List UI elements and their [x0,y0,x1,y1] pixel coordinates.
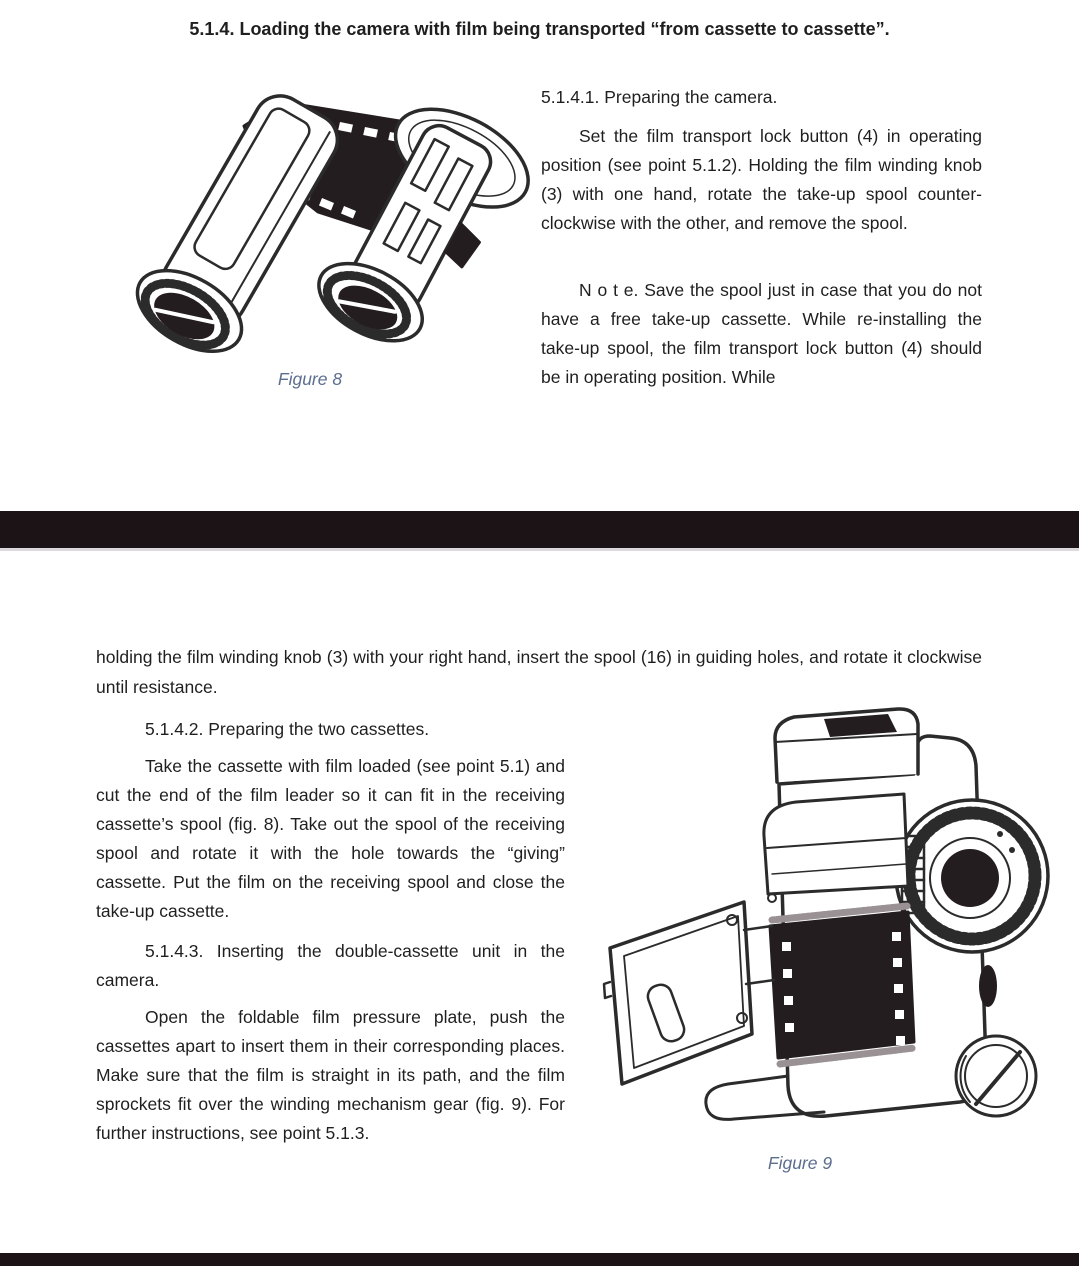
figure-9-caption: Figure 9 [767,1153,833,1173]
bottom-page-separator [0,1253,1079,1266]
film-cassette-and-spool-drawing [82,80,538,362]
figure-8-caption: Figure 8 [277,369,343,389]
section-heading-5143: 5.1.4.3. Inserting the double-cassette unit in the camera. [96,941,565,990]
page-separator-edge [0,548,1079,551]
paragraph-continuation: holding the film winding knob (3) with your right hand, insert the spool (16) in guiding holes, and rotate it clockwise until resistance. [96,647,982,697]
section-heading-5141: 5.1.4.1. Preparing the camera. [541,87,778,107]
paragraph-inserting-unit: Open the foldable film pressure plate, push the cassettes apart to insert them in their corresponding places. Make sure that the film is straight in its path, and the film sprockets fit over the winding mechanism gear (fig. 9). For further instructions, see point 5.1.3. [96,1007,565,1143]
figure-8-illustration [82,80,538,362]
page-separator-bar [0,511,1079,548]
figure-9-illustration [572,686,1064,1146]
camera-open-back-drawing [572,686,1064,1146]
paragraph-note: N o t e. Save the spool just in case that you do not have a free take-up cassette. While re-installing the take-up spool, the film transport lock button (4) should be in operating position. While [541,280,982,387]
page-title: 5.1.4. Loading the camera with film being transported “from cassette to cassette”. [189,19,890,40]
paragraph-preparing-cassettes: Take the cassette with film loaded (see point 5.1) and cut the end of the film leader so it can fit in the receiving cassette’s spool (fig. 8). Take out the spool of the receiving spool and rotate it with the hole towards the “giving” cassette. Put the film on the receiving spool and close the take-up cassette. [96,756,565,921]
section-heading-5142: 5.1.4.2. Preparing the two cassettes. [145,719,430,739]
paragraph-preparing-camera: Set the film transport lock button (4) in operating position (see point 5.1.2). Holding the film winding knob (3) with one hand, rotate the take-up spool counter-clockwise with the other, and remove the spool. [541,126,982,233]
